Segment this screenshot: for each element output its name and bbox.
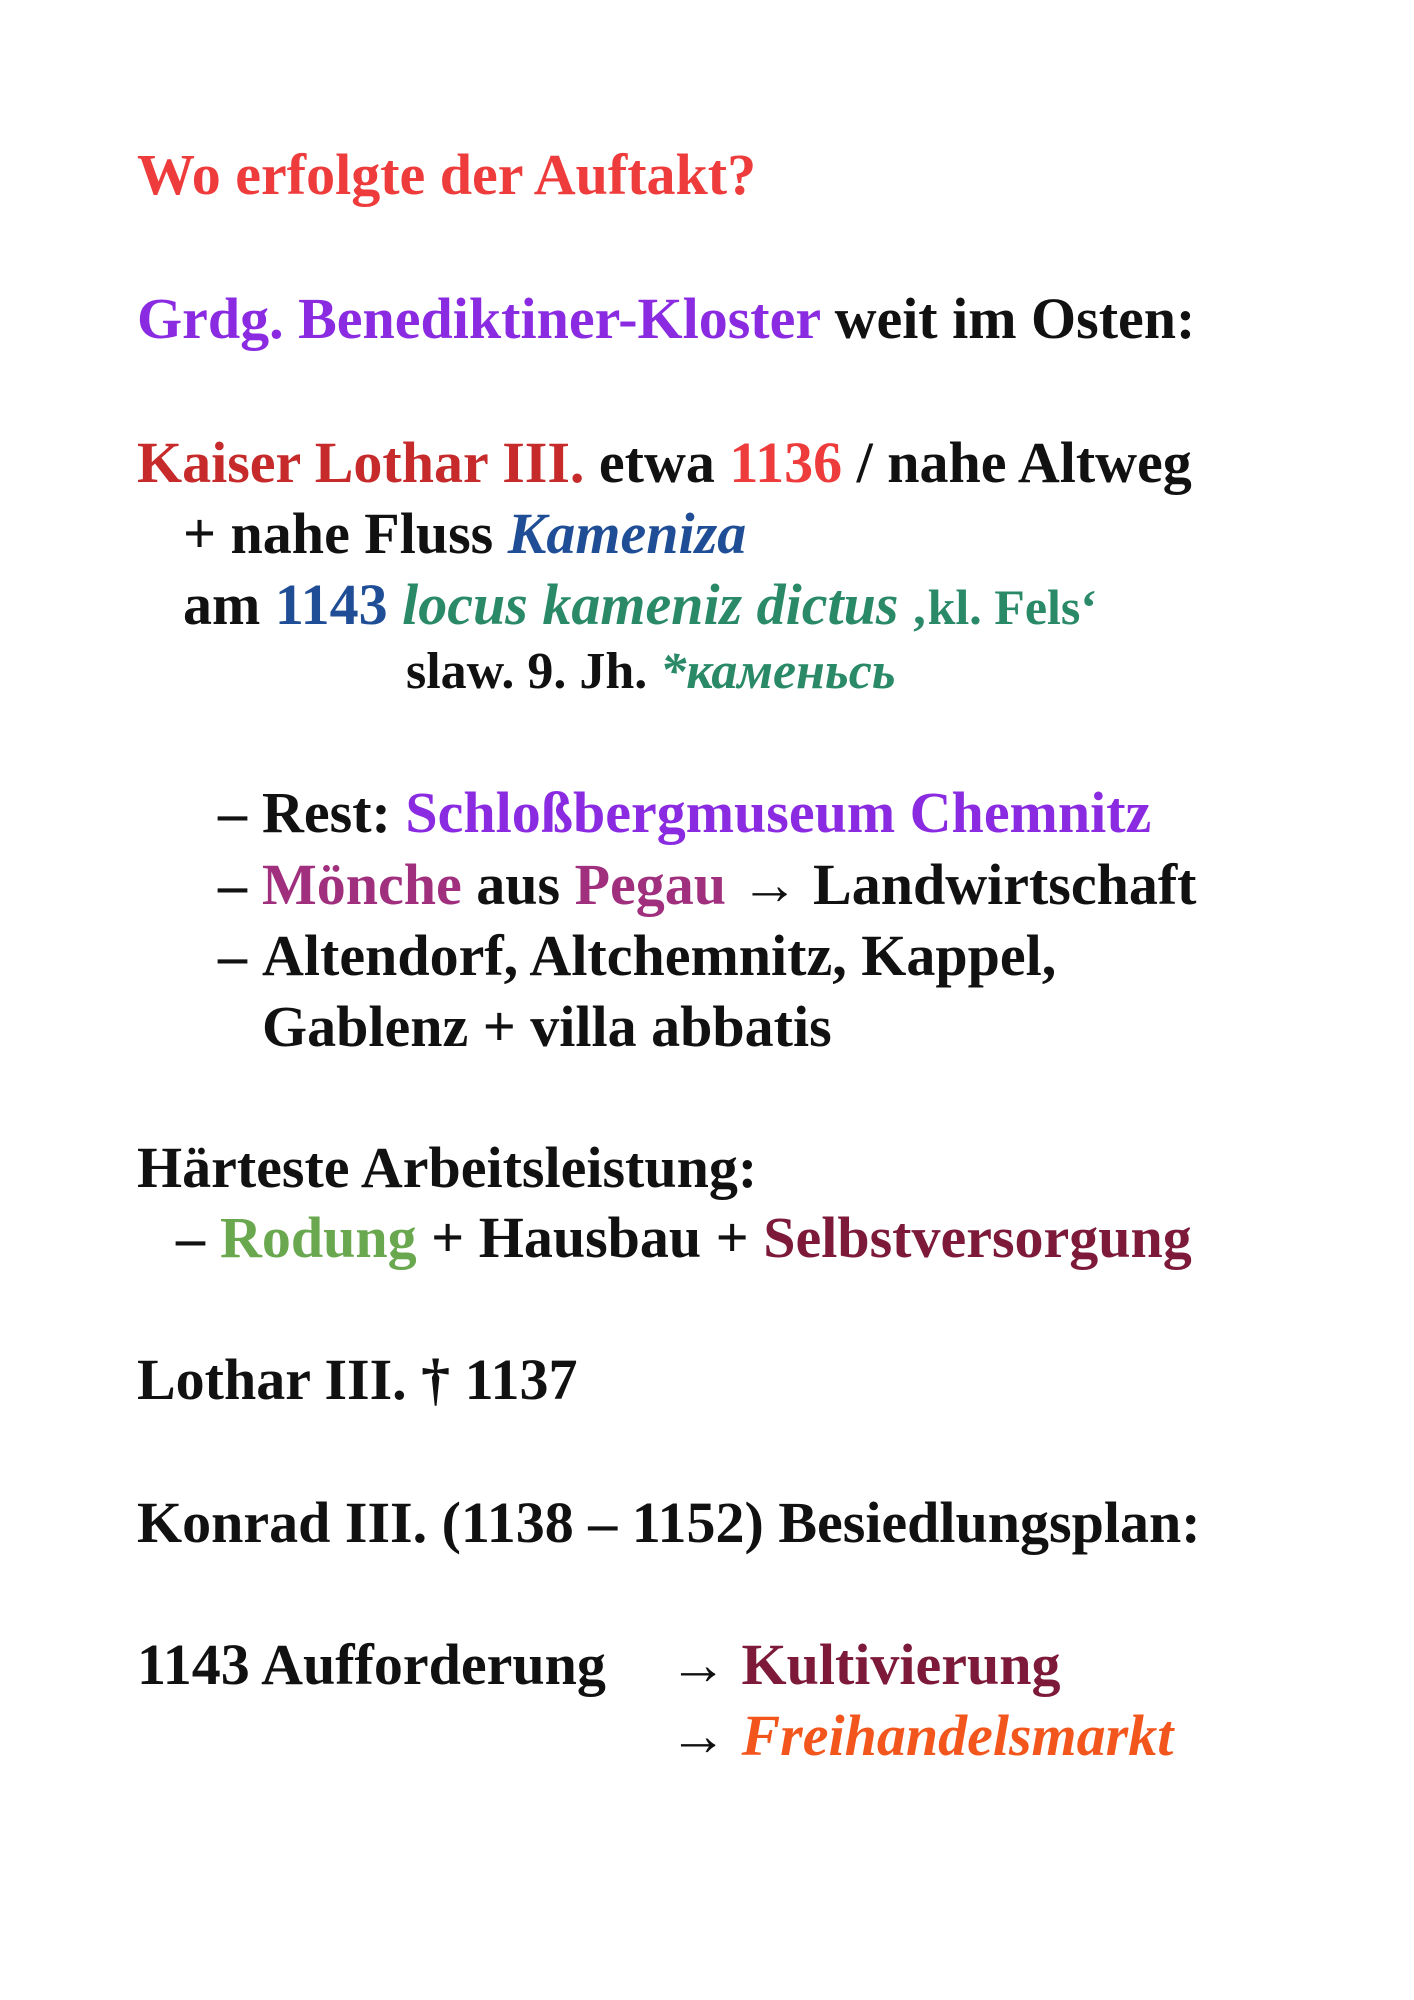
request-item-1 bbox=[669, 1632, 1061, 1697]
arrow-icon: → bbox=[669, 1703, 742, 1768]
monks-text: Mönche bbox=[262, 852, 462, 917]
founding-rest: weit im Osten: bbox=[820, 286, 1196, 351]
bullet-monks bbox=[218, 852, 1197, 917]
work-heading: Härteste Arbeitsleistung: bbox=[137, 1135, 758, 1200]
work-line bbox=[176, 1205, 1192, 1270]
selbst-text: Selbstversorgung bbox=[763, 1205, 1192, 1270]
dash-mark: – bbox=[218, 923, 247, 988]
arrow-icon: → bbox=[669, 1632, 742, 1697]
villages-line-1: Altendorf, Altchemnitz, Kappel, bbox=[262, 923, 1057, 988]
river-line bbox=[183, 501, 747, 566]
request-lead: 1143 Aufforderung bbox=[137, 1632, 606, 1697]
dash-mark: – bbox=[218, 852, 247, 917]
bullet-rest bbox=[218, 780, 1152, 845]
page-title: Wo erfolgte der Auftakt? bbox=[137, 142, 757, 207]
lothar-line bbox=[137, 430, 1192, 495]
river-prefix: + nahe Fluss bbox=[183, 501, 508, 566]
slav-prefix: slaw. 9. Jh. bbox=[406, 643, 661, 700]
lothar-mid: etwa bbox=[584, 430, 730, 495]
dash-mark: – bbox=[176, 1205, 205, 1270]
slav-word: *каменьсь bbox=[660, 643, 896, 700]
monks-place: Pegau bbox=[574, 852, 727, 917]
work-mid: + Hausbau + bbox=[416, 1205, 764, 1270]
monks-tail: → Landwirtschaft bbox=[726, 852, 1197, 917]
am-line bbox=[183, 572, 1098, 637]
founding-line bbox=[137, 286, 1196, 351]
rest-value: Schloßbergmuseum Chemnitz bbox=[405, 780, 1152, 845]
lothar-year: 1136 bbox=[729, 430, 843, 495]
villages-line-2: Gablenz + villa abbatis bbox=[262, 994, 832, 1059]
rest-label: Rest: bbox=[262, 780, 406, 845]
fels-text: ‚kl. Fels‘ bbox=[898, 579, 1098, 635]
monks-mid: aus bbox=[461, 852, 575, 917]
river-name: Kameniza bbox=[507, 501, 747, 566]
am-year: 1143 bbox=[274, 572, 388, 637]
founding-highlight: Grdg. Benediktiner-Kloster bbox=[137, 286, 821, 351]
lothar-name: Kaiser Lothar III. bbox=[137, 430, 585, 495]
lothar-tail: / nahe Altweg bbox=[842, 430, 1192, 495]
request-item-2 bbox=[669, 1703, 1174, 1768]
locus-text: locus kameniz dictus bbox=[387, 572, 899, 637]
bullet-villages bbox=[218, 923, 1057, 988]
slav-line bbox=[406, 643, 896, 700]
rodung-text: Rodung bbox=[220, 1205, 417, 1270]
freihandel-text: Freihandelsmarkt bbox=[741, 1703, 1174, 1768]
kultivierung-text: Kultivierung bbox=[741, 1632, 1061, 1697]
am-prefix: am bbox=[183, 572, 275, 637]
dash-mark: – bbox=[218, 780, 247, 845]
konrad-line: Konrad III. (1138 – 1152) Besiedlungsplan: bbox=[137, 1490, 1201, 1555]
death-line: Lothar III. † 1137 bbox=[137, 1347, 578, 1412]
